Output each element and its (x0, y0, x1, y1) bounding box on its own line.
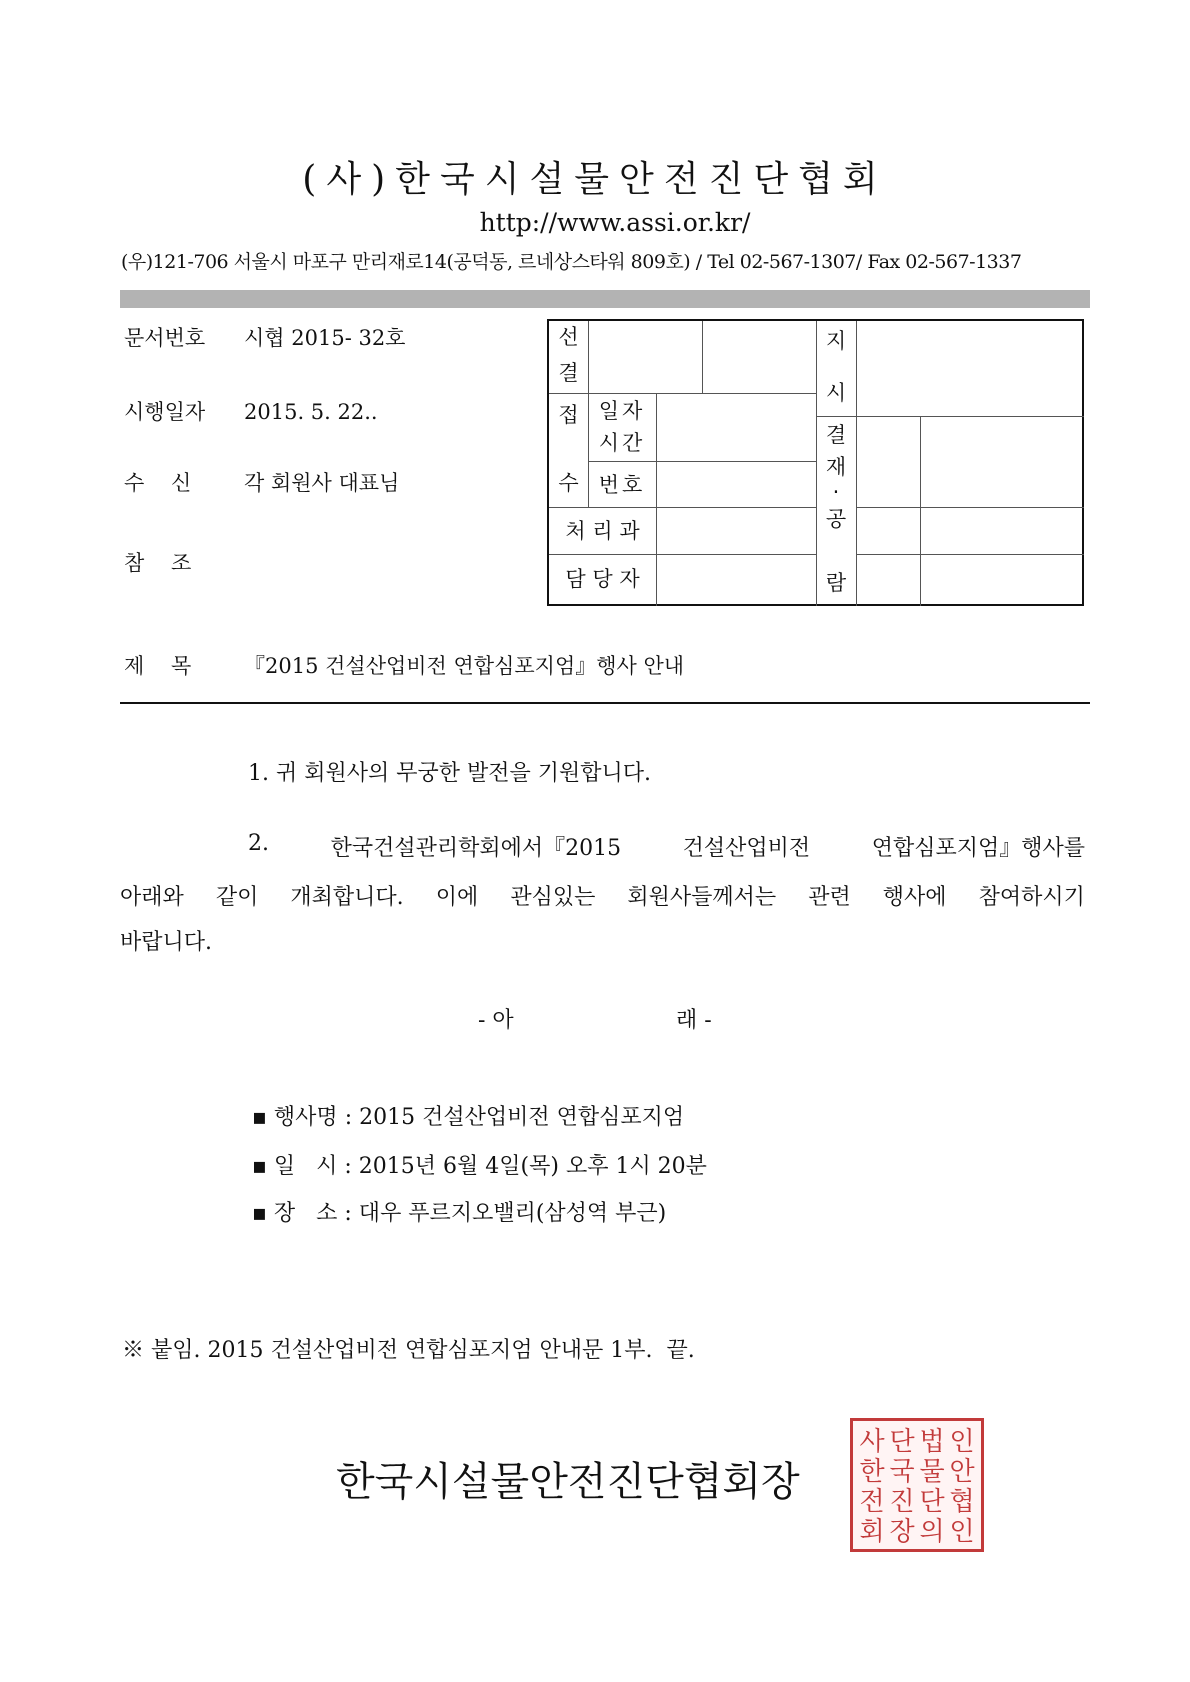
paragraph-2-line-2 (120, 880, 1085, 911)
word: 연합심포지엄』행사를 (871, 836, 1085, 861)
issue-date-row (124, 396, 378, 426)
jeopsu-label-2: 수 (558, 471, 579, 495)
subject-row (124, 650, 684, 680)
word: 관심있는 (510, 885, 596, 910)
signature-org-head: 한국시설물안전진단협회장 (336, 1459, 800, 1505)
reference-row (124, 547, 244, 577)
doc-number-row (124, 322, 405, 352)
paragraph-2-line-1 (248, 831, 1085, 862)
detail-label: 장 소 (273, 1201, 338, 1226)
detail-value: : 2015년 6월 4일(목) 오후 1시 20분 (344, 1154, 707, 1179)
number-label: 번호 (598, 473, 646, 497)
word: 회원사들께서는 (627, 885, 777, 910)
person-label: 담 당 자 (565, 567, 640, 591)
detail-value: : 대우 푸르지오밸리(삼성역 부근) (344, 1201, 667, 1226)
jeopsu-label-1: 접 (558, 403, 579, 427)
doc-number-label: 문서번호 (124, 326, 206, 350)
word: 건설산업비전 (682, 836, 811, 861)
issue-date-value: 2015. 5. 22.. (244, 400, 378, 424)
official-seal: 사 단 법 인 한 국 물 안 전 진 단 협 회 장 의 인 (850, 1418, 984, 1552)
word: 행사에 (882, 885, 947, 910)
word: 참여하시기 (978, 885, 1085, 910)
attachment-note: ※ 붙임. 2015 건설산업비전 연합심포지엄 안내문 1부. 끝. (122, 1338, 695, 1363)
gyeoljae-label-4: 공 (825, 507, 847, 531)
bullet-icon: ▪ (252, 1154, 267, 1179)
recipient-label: 수 신 (124, 471, 192, 495)
dept-label: 처 리 과 (565, 519, 640, 543)
word: 관련 (808, 885, 851, 910)
date-label: 일자 (598, 399, 646, 423)
bullet-icon: ▪ (252, 1201, 267, 1226)
reference-label: 참 조 (124, 551, 192, 575)
gyeoljae-label-1: 결 (825, 423, 847, 447)
detail-value: : 2015 건설산업비전 연합심포지엄 (344, 1105, 685, 1130)
word: 이에 (435, 885, 479, 910)
jisi-label-1: 지 (825, 329, 847, 353)
bullet-icon: ▪ (252, 1105, 267, 1130)
below-heading-left: - 아 (478, 1008, 514, 1033)
paragraph-2-line-3: 바랍니다. (120, 930, 213, 955)
gyeoljae-label-3: · (832, 480, 840, 504)
subject-value: 『2015 건설산업비전 연합심포지엄』행사 안내 (244, 654, 685, 678)
issue-date-label: 시행일자 (124, 400, 206, 424)
subject-label: 제 목 (124, 654, 192, 678)
word: 2. (248, 831, 269, 856)
seongyeol-label-1: 선 (558, 325, 579, 349)
seongyeol-label-2: 결 (558, 361, 579, 385)
subject-divider (120, 702, 1090, 704)
recipient-value: 각 회원사 대표님 (244, 471, 400, 495)
header-divider-bar (120, 290, 1090, 308)
doc-number-value: 시협 2015- 32호 (244, 326, 406, 350)
detail-datetime (252, 1149, 707, 1180)
recipient-row (124, 467, 399, 497)
approval-table (547, 319, 1084, 606)
paragraph-1: 1. 귀 회원사의 무궁한 발전을 기원합니다. (248, 761, 651, 786)
detail-label: 행사명 (273, 1105, 338, 1130)
detail-label: 일 시 (273, 1154, 338, 1179)
word: 아래와 (120, 885, 184, 910)
jisi-label-2: 시 (825, 381, 847, 405)
word: 같이 (215, 885, 259, 910)
org-address: (우)121-706 서울시 마포구 만리재로14(공덕동, 르네상스타워 809호) / Tel 02-567-1307/ Fax 02-567-1337 (121, 251, 1022, 273)
org-title: (사)한국시설물안전진단협회 (302, 159, 888, 200)
time-label: 시간 (598, 431, 646, 455)
word: 개최합니다. (290, 885, 404, 910)
detail-event-name (252, 1100, 684, 1131)
word: 한국건설관리학회에서『2015 (330, 836, 622, 861)
gyeoljae-label-2: 재 (825, 455, 847, 479)
below-heading-right: 래 - (676, 1008, 712, 1033)
org-url[interactable]: http://www.assi.or.kr/ (479, 208, 751, 237)
gyeoljae-label-5: 람 (825, 571, 847, 595)
detail-venue (252, 1196, 666, 1227)
